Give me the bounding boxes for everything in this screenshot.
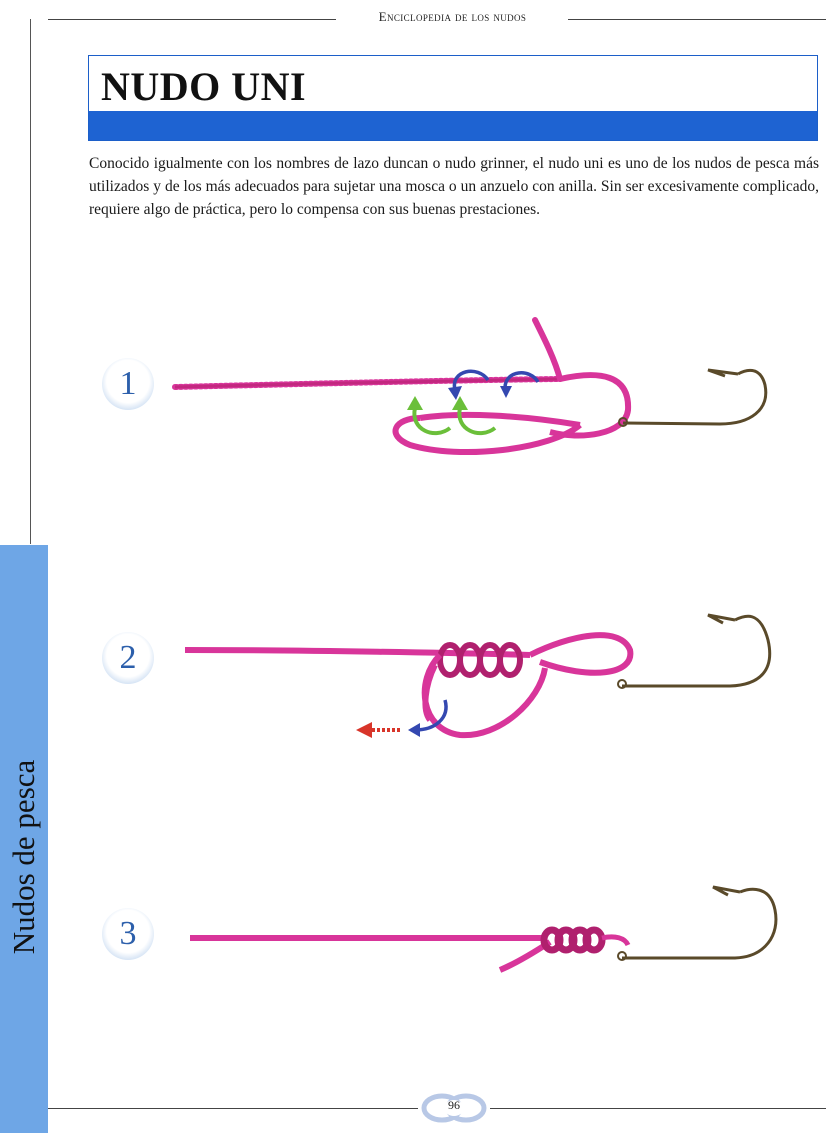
step-3-number: 3 [102, 908, 154, 960]
intro-paragraph: Conocido igualmente con los nombres de lazo duncan o nudo grinner, el nudo uni es uno de los nudos de pesca más utilizados y de los más adecuados para sujetar una mosca o un anzuelo con anilla. Sin ser excesivamente complicado, requiere algo de práctica, pero lo compensa con sus buenas prestaciones. [89, 155, 819, 218]
loop-to-eye [530, 635, 630, 673]
header-rule-left [48, 19, 336, 20]
fish-hook [622, 887, 776, 958]
knot-to-eye [602, 937, 628, 945]
footer-rule-left [48, 1108, 418, 1109]
step-2-number: 2 [102, 632, 154, 684]
header-rule-right [568, 19, 826, 20]
title-box [88, 55, 818, 141]
footer-rule-right [490, 1108, 826, 1109]
page-number-ornament [418, 1088, 490, 1128]
green-arrowhead-1 [407, 396, 423, 410]
page-number: 96 [448, 1098, 460, 1112]
tag-end [535, 320, 560, 379]
section-side-label: Nudos de pesca [6, 759, 41, 955]
page-title: NUDO UNI [101, 64, 307, 109]
title-band [89, 111, 817, 140]
fish-hook [622, 615, 770, 686]
knot-wraps [440, 645, 520, 675]
doubled-line [420, 415, 580, 425]
page-border-line [30, 19, 31, 544]
green-arrows [414, 408, 495, 433]
blue-arrowhead [408, 723, 420, 737]
step-3-illustration [160, 870, 800, 990]
loop-to-eye [550, 375, 628, 435]
red-arrowhead [356, 722, 372, 738]
step-1-illustration [160, 300, 800, 490]
running-header: Enciclopedia de los nudos [378, 9, 527, 24]
step-1-number: 1 [102, 358, 154, 410]
green-arrowhead-2 [452, 396, 468, 410]
step-2-illustration [160, 590, 800, 760]
fish-hook [623, 370, 766, 424]
blue-arrowhead-2 [500, 386, 512, 398]
finished-knot [544, 930, 602, 950]
